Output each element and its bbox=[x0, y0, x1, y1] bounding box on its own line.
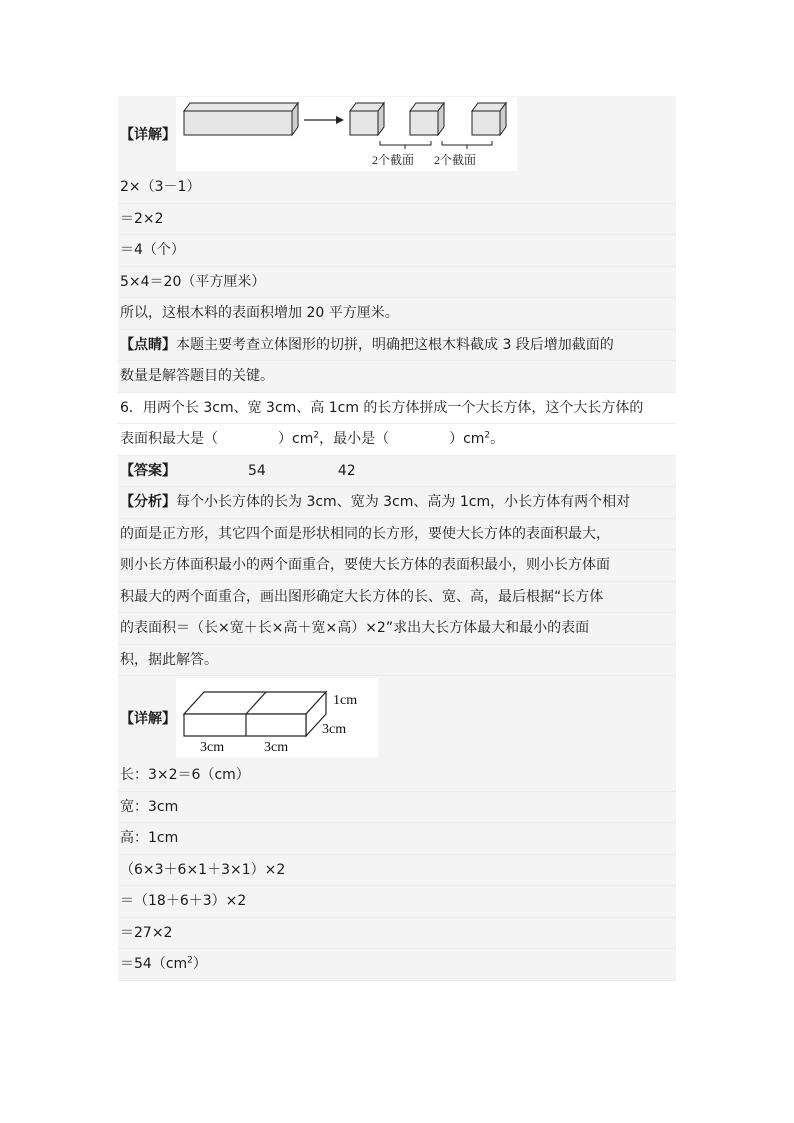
analysis-line-5: 的表面积＝（长×宽＋长×高＋宽×高）×2”求出大长方体最大和最小的表面 bbox=[118, 613, 676, 645]
q6-part-d: ）cm bbox=[449, 431, 485, 447]
cuboid-diagram bbox=[176, 678, 378, 758]
calc1-line-3: ＝4（个） bbox=[118, 235, 676, 267]
analysis-line-1 bbox=[118, 487, 676, 519]
width-label: 3cm bbox=[322, 722, 347, 737]
detail-row-2 bbox=[118, 676, 676, 760]
analysis-line-4: 积最大的两个面重合，画出图形确定大长方体的长、宽、高，最后根据“长方体 bbox=[118, 582, 676, 614]
conclusion-line: 所以，这根木料的表面积增加 20 平方厘米。 bbox=[118, 298, 676, 330]
calc1-line-1: 2×（3－1） bbox=[118, 172, 676, 204]
rod-front bbox=[184, 111, 292, 135]
calc2-step-3: ＝27×2 bbox=[118, 918, 676, 950]
detail-label-2: 【详解】 bbox=[120, 711, 176, 727]
calc2-length: 长：3×2＝6（cm） bbox=[118, 760, 676, 792]
calc2-width: 宽：3cm bbox=[118, 792, 676, 824]
q6-sup-1: 2 bbox=[313, 430, 320, 441]
section-label-right: 2个截面 bbox=[434, 153, 477, 167]
analysis-line-2: 的面是正方形，其它四个面是形状相同的长方形，要使大长方体的表面积最大， bbox=[118, 519, 676, 551]
q6-part-b: ）cm bbox=[278, 431, 314, 447]
final-sup: 2 bbox=[187, 955, 193, 966]
analysis-text-1: 每个小长方体的长为 3cm、宽为 3cm、高为 1cm，小长方体有两个相对 bbox=[176, 494, 631, 510]
question6-line-1: 6．用两个长 3cm、宽 3cm、高 1cm 的长方体拼成一个大长方体，这个大长方体的 bbox=[118, 393, 676, 425]
calc1-line-4: 5×4＝20（平方厘米） bbox=[118, 267, 676, 299]
cuboid-top bbox=[184, 692, 326, 714]
analysis-line-3: 则小长方体面积最小的两个面重合，要使大长方体的表面积最小，则小长方体面 bbox=[118, 550, 676, 582]
brace-left bbox=[380, 141, 431, 149]
cut-figure bbox=[176, 97, 517, 171]
calc2-final bbox=[118, 949, 676, 981]
calc2-step-2: ＝（18＋6＋3）×2 bbox=[118, 886, 676, 918]
q6-sup-2: 2 bbox=[484, 430, 491, 441]
block3-front bbox=[472, 111, 500, 135]
calc2-step-1: （6×3＋6×1＋3×1）×2 bbox=[118, 855, 676, 887]
dianjing-text-1: 本题主要考查立体图形的切拼，明确把这根木料截成 3 段后增加截面的 bbox=[176, 336, 614, 353]
solution-document bbox=[118, 96, 676, 981]
final-part-b: ） bbox=[192, 956, 207, 972]
answer-value-1: 54 bbox=[248, 462, 266, 479]
block1-front bbox=[350, 111, 378, 135]
q6-part-e: 。 bbox=[490, 431, 505, 447]
final-part-a: ＝54（cm bbox=[120, 956, 188, 972]
dianjing-tag: 【点睛】 bbox=[120, 336, 176, 353]
detail-row-1 bbox=[118, 96, 676, 172]
section-label-left: 2个截面 bbox=[372, 153, 415, 167]
question6-line-2 bbox=[118, 424, 676, 456]
block2-front bbox=[410, 111, 438, 135]
length-label-right: 3cm bbox=[264, 740, 289, 755]
length-label-left: 3cm bbox=[200, 740, 225, 755]
dianjing-line-2: 数量是解答题目的关键。 bbox=[118, 361, 676, 393]
calc1-line-2: ＝2×2 bbox=[118, 204, 676, 236]
q6-part-c: ，最小是（ bbox=[319, 431, 390, 447]
answer-value-2: 42 bbox=[337, 462, 356, 479]
arrow-head bbox=[336, 116, 344, 124]
answer-line bbox=[118, 456, 676, 488]
q6-part-a: 表面积最大是（ bbox=[120, 431, 218, 447]
cuboid-front bbox=[184, 714, 306, 736]
cuboid-figure bbox=[176, 678, 378, 758]
calc2-height: 高：1cm bbox=[118, 823, 676, 855]
rod-top bbox=[184, 103, 298, 111]
analysis-tag: 【分析】 bbox=[120, 494, 176, 510]
brace-right bbox=[442, 141, 492, 149]
height-label: 1cm bbox=[333, 693, 358, 708]
detail-label: 【详解】 bbox=[120, 127, 176, 143]
answer-tag: 【答案】 bbox=[120, 462, 176, 479]
dianjing-line-1 bbox=[118, 330, 676, 362]
analysis-line-6: 积，据此解答。 bbox=[118, 645, 676, 677]
cut-diagram bbox=[176, 97, 517, 171]
